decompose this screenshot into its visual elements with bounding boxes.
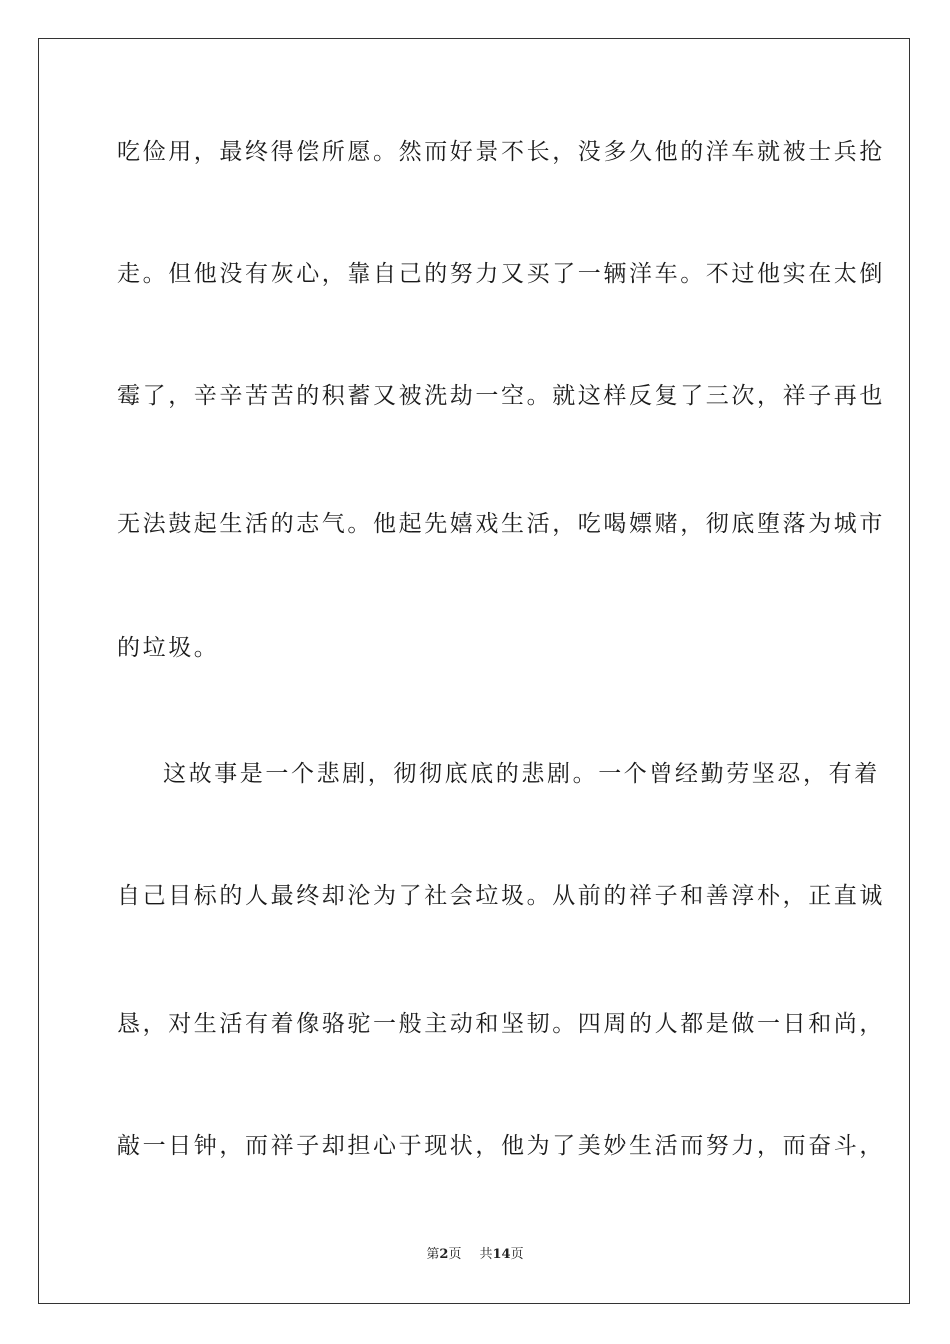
- text-line-3: 霉了，辛辛苦苦的积蓄又被洗劫一空。就这样反复了三次，祥子再也: [117, 383, 885, 409]
- page-suffix: 页: [448, 1247, 462, 1262]
- text-line-1: 吃俭用，最终得偿所愿。然而好景不长，没多久他的洋车就被士兵抢: [117, 139, 885, 165]
- page-footer: [0, 1246, 950, 1264]
- text-line-4: 无法鼓起生活的志气。他起先嬉戏生活，吃喝嫖赌，彻底堕落为城市: [117, 511, 885, 537]
- page-number: 2: [439, 1247, 449, 1262]
- text-line-8: 恳，对生活有着像骆驼一般主动和坚韧。四周的人都是做一日和尚，: [117, 1011, 885, 1037]
- page-prefix: 第: [426, 1247, 440, 1262]
- total-prefix: 共: [479, 1247, 493, 1262]
- text-line-6-indented: 这故事是一个悲剧，彻彻底底的悲剧。一个曾经勤劳坚忍，有着: [163, 761, 880, 787]
- text-line-5: 的垃圾。: [117, 635, 220, 661]
- total-suffix: 页: [510, 1247, 524, 1262]
- text-line-9: 敲一日钟，而祥子却担心于现状，他为了美妙生活而努力，而奋斗，: [117, 1133, 885, 1159]
- text-line-2: 走。但他没有灰心，靠自己的努力又买了一辆洋车。不过他实在太倒: [117, 261, 885, 287]
- total-pages: 14: [492, 1247, 511, 1262]
- page-border: [38, 38, 910, 1304]
- text-line-7: 自己目标的人最终却沦为了社会垃圾。从前的祥子和善淳朴，正直诚: [117, 883, 885, 909]
